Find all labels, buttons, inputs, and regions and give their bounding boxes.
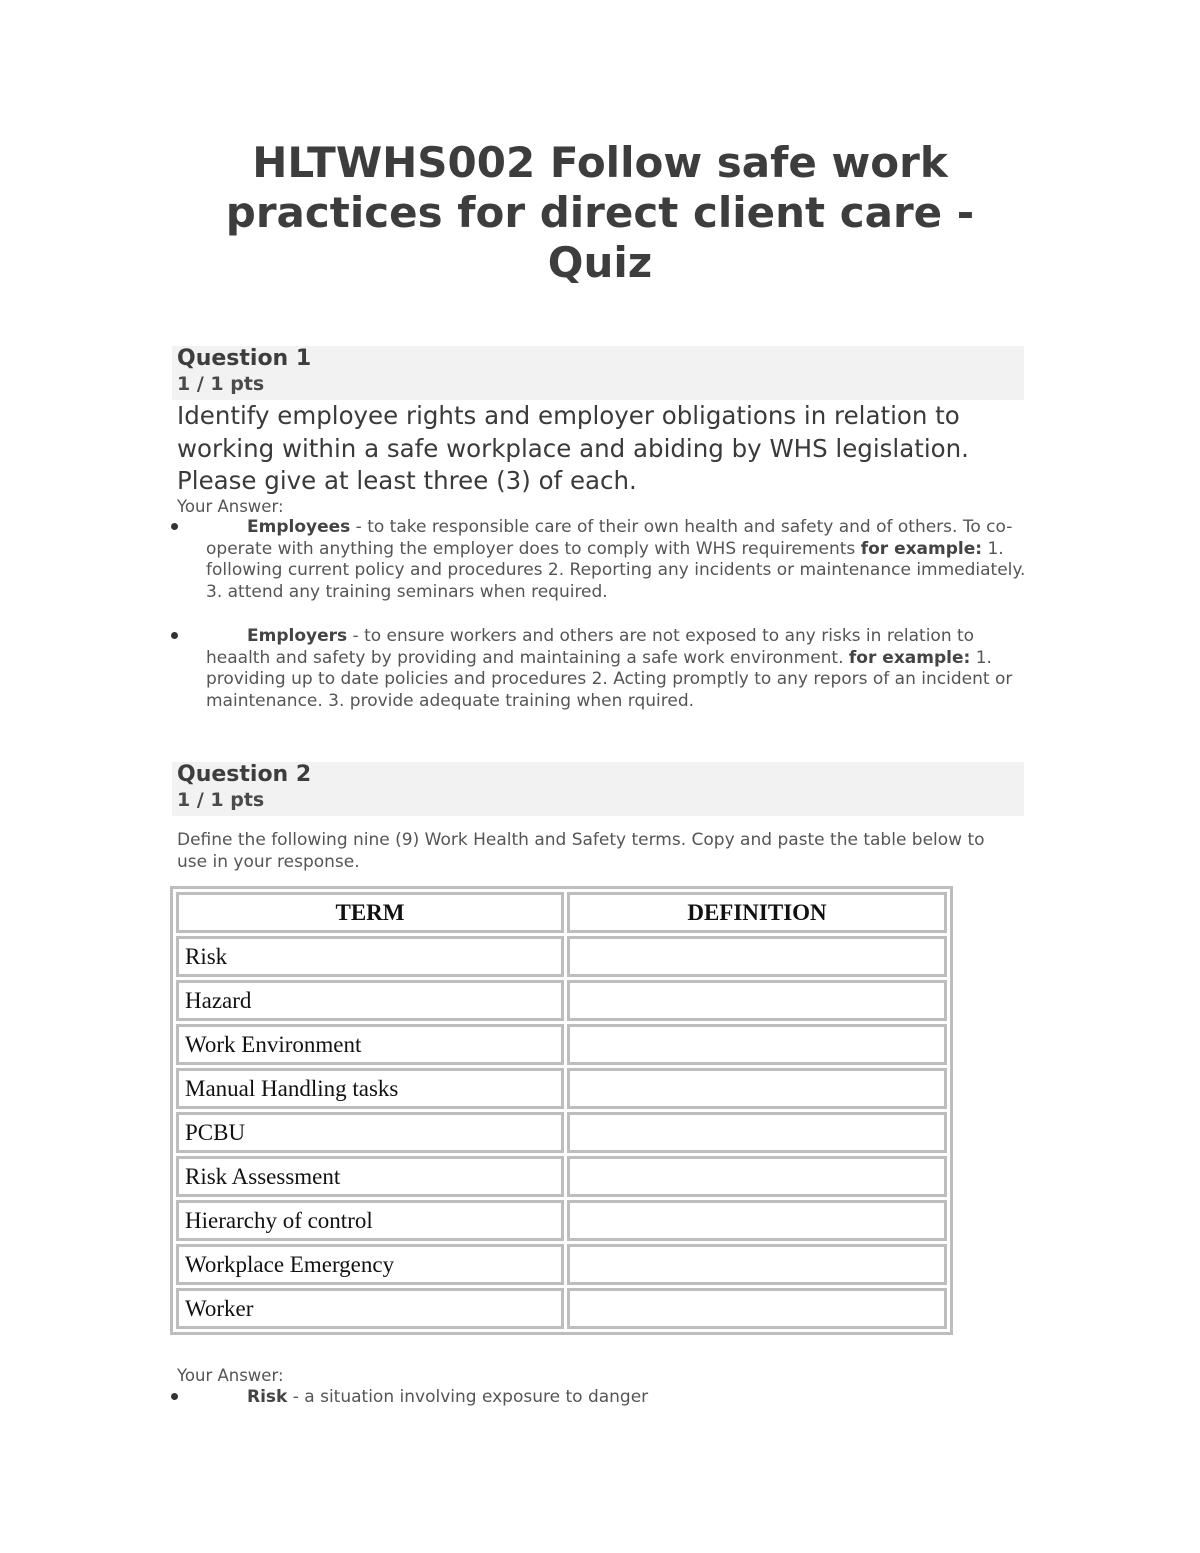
answer-text: [206, 1387, 1026, 1409]
table-row: [176, 1244, 947, 1285]
question-title: Question 1: [177, 346, 312, 371]
answer-rest: - a situation involving exposure to danger: [287, 1387, 649, 1407]
terms-table: [170, 886, 953, 1335]
definition-cell: [567, 936, 947, 977]
answer-text: [206, 626, 1026, 713]
bullet-icon: [171, 1393, 178, 1400]
question-1-prompt: Identify employee rights and employer obligations in relation to working within a safe workplace and abiding by WHS legislation. Please give at least three (3) of each.: [177, 401, 969, 495]
term-cell: Manual Handling tasks: [176, 1068, 564, 1109]
answer-term: Risk: [247, 1387, 288, 1407]
definition-cell: [567, 1200, 947, 1241]
answer-example-label: for example:: [860, 538, 983, 559]
question-2-header: [172, 762, 1024, 816]
table-row: [176, 936, 947, 977]
column-header-term: TERM: [176, 892, 564, 933]
term-cell: Risk Assessment: [176, 1156, 564, 1197]
term-cell: Worker: [176, 1288, 564, 1329]
question-title: Question 2: [177, 762, 312, 787]
table-header-row: [176, 892, 947, 933]
table-row: [176, 1068, 947, 1109]
table-row: [176, 1288, 947, 1329]
answer-intro: - to ensure workers and others are not exposed to any risks in relation to heaalth and safety by providing and maintaining a safe work environment.: [206, 626, 975, 668]
question-1-header: [172, 346, 1024, 400]
definition-cell: [567, 1288, 947, 1329]
terms-table-body: [176, 936, 947, 1329]
table-row: [176, 980, 947, 1021]
definition-cell: [567, 1024, 947, 1065]
bullet-icon: [171, 523, 178, 530]
table-row: [176, 1112, 947, 1153]
answer-example-label: for example:: [848, 647, 971, 668]
answer-rest: 1. providing up to date policies and procedures 2. Acting promptly to any repors of an incident or maintenance. 3. provide adequate training when rquired.: [206, 647, 1013, 712]
table-row: [176, 1200, 947, 1241]
answer-intro: - to take responsible care of their own health and safety and of others. To co-operate with anything the employer does to comply with WHS requirements: [206, 517, 1013, 559]
your-answer-label: Your Answer:: [177, 1366, 284, 1385]
answer-rest: 1. following current policy and procedures 2. Reporting any incidents or maintenance immediately. 3. attend any training seminars when required.: [206, 538, 1026, 603]
your-answer-label: Your Answer:: [177, 497, 284, 516]
table-row: [176, 1156, 947, 1197]
title-line: HLTWHS002 Follow safe work: [252, 138, 948, 187]
term-cell: PCBU: [176, 1112, 564, 1153]
definition-cell: [567, 1244, 947, 1285]
question-2-prompt: Define the following nine (9) Work Health and Safety terms. Copy and paste the table below to use in your response.: [177, 830, 985, 872]
question-points: 1 / 1 pts: [177, 789, 265, 811]
table-row: [176, 1024, 947, 1065]
bullet-icon: [171, 632, 178, 639]
answer-term: Employees: [247, 517, 351, 537]
definition-cell: [567, 1156, 947, 1197]
document-title: [170, 138, 1030, 288]
title-line: practices for direct client care -: [225, 188, 975, 237]
answer-term: Employers: [247, 626, 348, 646]
definition-cell: [567, 980, 947, 1021]
term-cell: Risk: [176, 936, 564, 977]
term-cell: Work Environment: [176, 1024, 564, 1065]
definition-cell: [567, 1112, 947, 1153]
term-cell: Hazard: [176, 980, 564, 1021]
answer-text: [206, 517, 1026, 604]
question-points: 1 / 1 pts: [177, 373, 265, 395]
definition-cell: [567, 1068, 947, 1109]
title-line: Quiz: [547, 238, 653, 287]
column-header-definition: DEFINITION: [567, 892, 947, 933]
term-cell: Hierarchy of control: [176, 1200, 564, 1241]
term-cell: Workplace Emergency: [176, 1244, 564, 1285]
